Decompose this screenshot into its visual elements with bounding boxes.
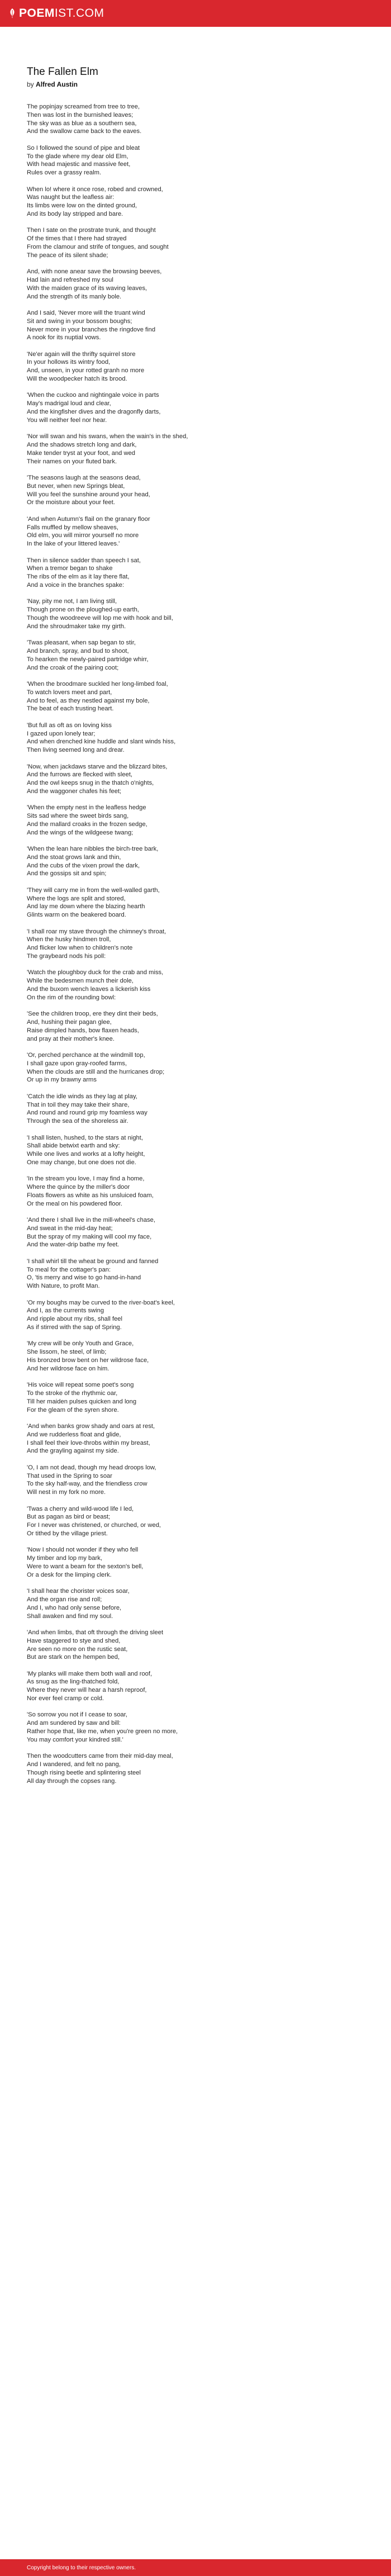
author-link[interactable]: Alfred Austin — [36, 80, 78, 88]
poem-line: 'Or, perched perchance at the windmill top, — [27, 1051, 145, 1059]
stanza — [27, 1505, 373, 1538]
stanza — [27, 1175, 373, 1208]
stanza — [27, 186, 373, 219]
poem-line: And the shroudmaker take my girth. — [27, 623, 126, 630]
poem-line: 'And when banks grow shady and oars at rest, — [27, 1423, 155, 1430]
poem-byline — [27, 80, 373, 88]
poem-line: The ribs of the elm as it lay there flat, — [27, 573, 130, 581]
poem-line: 'Twas a cherry and wild-wood life I led, — [27, 1505, 134, 1512]
poem-line: And its body lay stripped and bare. — [27, 210, 123, 217]
poem-line: All day through the copses rang. — [27, 1777, 117, 1785]
poem-line: Old elm, you will mirror yourself no more — [27, 532, 139, 539]
poem-line: 'Nor will swan and his swans, when the wain's in the shed, — [27, 433, 188, 440]
poem-line: And a voice in the branches spake: — [27, 581, 125, 589]
site-footer — [0, 2559, 391, 2576]
site-header — [0, 0, 391, 27]
stanza — [27, 1587, 373, 1620]
poem-line: Rules over a grassy realm. — [27, 169, 102, 177]
poem-line: May's madrigal loud and clear, — [27, 400, 111, 407]
poem-line: 'Now, when jackdaws starve and the blizzard bites, — [27, 763, 168, 770]
poem-line: While one lives and works at a lofty height, — [27, 1151, 145, 1158]
poem-line: When a tremor began to shake — [27, 565, 113, 572]
poem-line: And I said, 'Never more will the truant wind — [27, 309, 145, 316]
stanza — [27, 639, 373, 672]
logo-text-bold: POEM — [19, 7, 55, 20]
stanza — [27, 1711, 373, 1744]
stanza — [27, 1216, 373, 1249]
poem-line: Or the moisture about your feet. — [27, 499, 115, 506]
poem-line: And, unseen, in your rotted granh no more — [27, 367, 145, 374]
poem-line: For I never was christened, or churched, or wed, — [27, 1522, 161, 1529]
poem-line: With Nature, to profit Man. — [27, 1283, 100, 1290]
poem-line: 'And there I shall live in the mill-wheel's chase, — [27, 1217, 155, 1224]
poem-line: To the glade where my dear old Elm, — [27, 153, 128, 160]
stanza — [27, 1051, 373, 1084]
poem-line: Never more in your branches the ringdove find — [27, 326, 156, 333]
poem-line: Will the woodpecker hatch its brood. — [27, 376, 127, 383]
poem-line: And we rudderless float and glide, — [27, 1431, 121, 1438]
poem-line: Though prone on the ploughed-up earth, — [27, 606, 139, 614]
poem-line: Of the times that I there had strayed — [27, 235, 127, 243]
poem-line: And the kingfisher dives and the dragonfly darts, — [27, 409, 161, 416]
stanza — [27, 391, 373, 424]
poem-line: And the gossips sit and spin; — [27, 870, 107, 877]
stanza — [27, 928, 373, 961]
poem-line: And the strength of its manly bole. — [27, 293, 122, 300]
poem-line: For the gleam of the syren shore. — [27, 1406, 119, 1413]
stanza — [27, 804, 373, 837]
poem-line: 'Twas pleasant, when sap began to stir, — [27, 639, 136, 647]
stanza — [27, 268, 373, 301]
poem-line: And, with none anear save the browsing beeves, — [27, 268, 162, 276]
poem-line: 'Or my boughs may be curved to the river-boat's keel, — [27, 1299, 175, 1306]
poem-line: And the grayling against my side. — [27, 1448, 119, 1455]
poem-line: Shall abide betwixt earth and sky: — [27, 1142, 120, 1150]
poem-line: And I wandered, and felt no pang, — [27, 1761, 121, 1768]
poem-line: And when drenched kine huddle and slant winds hiss, — [27, 738, 176, 746]
poem-line: And the water-drip bathe my feet. — [27, 1241, 120, 1249]
stanza — [27, 597, 373, 630]
poem-line: In the lake of your littered leaves.' — [27, 540, 120, 548]
stanza — [27, 886, 373, 919]
poem-line: Where the logs are split and stored, — [27, 895, 126, 902]
poem-line: And am sundered by saw and bill: — [27, 1720, 121, 1727]
poem-line: Or up in my brawny arms — [27, 1076, 97, 1084]
poem-line: And the waggoner chafes his feet; — [27, 787, 122, 795]
poem-line: To hearken the newly-paired partridge whirr, — [27, 656, 149, 663]
stanza — [27, 1629, 373, 1662]
poem-line: Sits sad where the sweet birds sang, — [27, 813, 129, 820]
poem-line: Rather hope that, like me, when you're green no more, — [27, 1728, 178, 1735]
poem-line: 'When the lean hare nibbles the birch-tree bark, — [27, 846, 159, 853]
poem-line: Or tithed by the village priest. — [27, 1530, 108, 1537]
poem-line: 'They will carry me in from the well-walled garth, — [27, 886, 160, 894]
poem-line: 'I shall whirl till the wheat be ground and fanned — [27, 1258, 159, 1265]
poem-line: And I, who had only sense before, — [27, 1604, 122, 1611]
poem-line: His bronzed brow bent on her wildrose face, — [27, 1357, 149, 1364]
poem-line: In your hollows its wintry food, — [27, 359, 111, 366]
stanza — [27, 1422, 373, 1455]
poem-line: Then I sate on the prostrate trunk, and thought — [27, 227, 156, 234]
poem-line: And flicker low when to children's note — [27, 945, 133, 952]
poem-line: 'See the children troop, ere they dint their beds, — [27, 1011, 158, 1018]
stanza — [27, 309, 373, 342]
poem-line: And sweat in the mid-day heat; — [27, 1225, 113, 1232]
poem-line: To meal for the cottager's pan: — [27, 1266, 111, 1273]
poem-content — [0, 27, 373, 1785]
poem-line: 'Watch the ploughboy duck for the crab and miss, — [27, 969, 164, 976]
poem-line: Have staggered to stye and shed, — [27, 1637, 121, 1644]
poem-line: 'When the empty nest in the leafless hedge — [27, 804, 146, 812]
poem-line: And the croak of the pairing coot; — [27, 664, 119, 671]
poem-line: That in toil they may take their share, — [27, 1101, 130, 1108]
poem-line: Where they never will hear a harsh reproof, — [27, 1687, 147, 1694]
poem-line: To watch lovers meet and part, — [27, 689, 112, 696]
poem-line: Floats flowers as white as his unsluiced foam, — [27, 1192, 154, 1199]
poem-line: I gazed upon lonely tear; — [27, 730, 96, 737]
poem-line: From the clamour and strife of tongues, and sought — [27, 243, 169, 250]
poem-line: When the clouds are still and the hurricanes drop; — [27, 1068, 165, 1075]
poem-line: 'But full as oft as on loving kiss — [27, 722, 112, 729]
poem-line: And the furrows are flecked with sleet, — [27, 771, 133, 779]
poem-line: Shall awaken and find my soul. — [27, 1612, 113, 1620]
poem-line: And the buxom wench leaves a lickerish kiss — [27, 986, 151, 993]
poem-line: And to feel, as they nestled against my bole, — [27, 697, 150, 704]
poem-line: As if stirred with the sap of Spring. — [27, 1324, 122, 1331]
poem-line: 'Now I should not wonder if they who fell — [27, 1546, 139, 1554]
poem-line: But never, when new Springs bleat, — [27, 482, 125, 490]
poem-line: 'When the broodmare suckled her long-limbed foal, — [27, 680, 168, 687]
copyright-text: Copyright belong to their respective owners. — [27, 2564, 136, 2571]
poem-line: When the husky hindmen troll, — [27, 936, 111, 943]
by-label: by — [27, 80, 34, 88]
stanza — [27, 144, 373, 177]
poem-line: Make tender tryst at your foot, and wed — [27, 449, 136, 457]
poem-line: 'Catch the idle winds as they lag at play, — [27, 1093, 137, 1100]
stanza — [27, 1670, 373, 1703]
poem-line: Were to want a beam for the sexton's bell, — [27, 1563, 144, 1570]
stanza — [27, 1299, 373, 1332]
poem-line: But the spray of my making will cool my face, — [27, 1233, 152, 1240]
stanza — [27, 433, 373, 466]
poem-line: And the shadows stretch long and dark, — [27, 442, 137, 449]
poem-line: Through the sea of the shoreless air. — [27, 1118, 128, 1125]
poem-line: To the sky half-way, and the friendless crow — [27, 1481, 147, 1488]
poem-line: When lo! where it once rose, robed and crowned, — [27, 186, 163, 193]
poem-line: So I followed the sound of pipe and bleat — [27, 144, 140, 151]
poem-line: And the mallard croaks in the frozen sedge, — [27, 820, 147, 828]
poem-line: Then was lost in the burnished leaves; — [27, 111, 133, 118]
poem-line: The popinjay screamed from tree to tree, — [27, 103, 140, 110]
poem-line: A nook for its nuptial vows. — [27, 334, 101, 341]
stanza — [27, 350, 373, 383]
poem-line: Or a desk for the limping clerk. — [27, 1571, 112, 1578]
quill-icon — [8, 8, 17, 19]
stanza — [27, 557, 373, 590]
poem-line: You may comfort your kindred still.' — [27, 1736, 123, 1743]
stanza — [27, 1340, 373, 1373]
poem-line: With the maiden grace of its waving leaves, — [27, 284, 147, 292]
poem-line: 'O, I am not dead, though my head droops low, — [27, 1464, 156, 1471]
poem-line: And her wildrose face on him. — [27, 1365, 109, 1372]
poem-body — [27, 103, 373, 1785]
poem-line: The sky was as blue as a southern sea, — [27, 120, 137, 127]
poem-title: The Fallen Elm — [27, 66, 98, 78]
stanza — [27, 1010, 373, 1043]
poem-line: And the organ rise and roll; — [27, 1596, 102, 1603]
poem-line: Falls muffled by mellow sheaves, — [27, 524, 118, 531]
poem-line: Had lain and refreshed my soul — [27, 276, 113, 283]
poem-line: Then the woodcutters came from their mid-day meal, — [27, 1753, 173, 1760]
poem-line: And, hushing their pagan glee, — [27, 1018, 112, 1026]
stanza — [27, 226, 373, 259]
poem-line: Raise dimpled hands, bow flaxen heads, — [27, 1027, 139, 1034]
stanza — [27, 1546, 373, 1579]
stanza — [27, 1093, 373, 1126]
stanza — [27, 103, 373, 136]
poem-line: Nor ever feel cramp or cold. — [27, 1695, 104, 1702]
poem-line: 'My planks will make them both wall and roof, — [27, 1670, 152, 1677]
stanza — [27, 722, 373, 755]
poem-line: Will you feel the sunshine around your head, — [27, 491, 150, 498]
poem-line: 'My crew will be only Youth and Grace, — [27, 1340, 134, 1348]
poem-line: And round and round grip my foamless way — [27, 1109, 147, 1117]
poem-line: One may change, but one does not die. — [27, 1159, 136, 1166]
poem-line: Glints warm on the beakered board. — [27, 912, 126, 919]
stanza — [27, 474, 373, 507]
poem-line: And the cubs of the vixen prowl the dark, — [27, 862, 140, 869]
poem-line: Then living seemed long and drear. — [27, 747, 125, 754]
poem-line: That used in the Spring to soar — [27, 1472, 112, 1479]
poem-line: And I, as the currents swing — [27, 1307, 104, 1315]
poem-line: 'I shall hear the chorister voices soar, — [27, 1588, 130, 1595]
poem-line: And ripple about my ribs, shall feel — [27, 1316, 123, 1323]
poem-line: And the wings of the wildgeese twang; — [27, 829, 133, 836]
poem-line: The graybeard nods his poll: — [27, 953, 106, 960]
poem-line: Will nest in my fork no more. — [27, 1489, 106, 1496]
stanza — [27, 515, 373, 548]
stanza — [27, 680, 373, 713]
poem-line: Till her maiden pulses quicken and long — [27, 1398, 137, 1405]
poem-line: The beat of each trusting heart. — [27, 705, 114, 713]
stanza — [27, 1752, 373, 1785]
poem-line: 'So sorrow you not if I cease to soar, — [27, 1711, 127, 1719]
poem-line: and pray at their mother's knee. — [27, 1035, 115, 1042]
poem-line: With head majestic and massive feet, — [27, 161, 131, 168]
poem-line: 'I shall listen, hushed, to the stars at night, — [27, 1134, 143, 1141]
poem-line: Or the meal on his powdered floor. — [27, 1200, 123, 1207]
poem-line: You will neither feel nor hear. — [27, 416, 107, 424]
stanza — [27, 1258, 373, 1291]
poem-line: On the rim of the rounding bowl: — [27, 994, 116, 1001]
stanza — [27, 845, 373, 878]
stanza — [27, 1381, 373, 1414]
poem-line: While the bedesmen munch their dole, — [27, 978, 133, 985]
poem-line: 'His voice will repeat some poet's song — [27, 1382, 134, 1389]
poem-line: But are stark on the hempen bed, — [27, 1654, 120, 1661]
site-logo[interactable] — [8, 7, 104, 20]
stanza — [27, 1464, 373, 1497]
poem-line: I shall feel their love-throbs within my breast, — [27, 1439, 150, 1446]
poem-line: And lay me down where the blazing hearth — [27, 903, 145, 910]
poem-line: As snug as the ling-thatched fold, — [27, 1678, 120, 1686]
poem-line: She lissom, he steel, of limb; — [27, 1349, 107, 1356]
poem-line: 'Nay, pity me not, I am living still, — [27, 598, 117, 605]
poem-line: Was naught but the leafless air: — [27, 194, 115, 201]
poem-line: But as pagan as bird or beast; — [27, 1514, 111, 1521]
poem-line: Its limbs were low on the dinted ground, — [27, 202, 137, 210]
poem-line: I shall gaze upon gray-roofed farms, — [27, 1060, 127, 1067]
poem-line: The peace of its silent shade; — [27, 252, 108, 259]
poem-line: Where the quince by the miller's door — [27, 1184, 130, 1191]
poem-line: 'Ne'er again will the thrifty squirrel store — [27, 350, 136, 358]
poem-line: 'I shall roar my stave through the chimney's throat, — [27, 928, 166, 935]
poem-line: 'And when Autumn's flail on the granary floor — [27, 515, 150, 523]
poem-line: Though rising beetle and splintering steel — [27, 1769, 141, 1776]
poem-line: 'And when limbs, that oft through the driving sleet — [27, 1629, 164, 1636]
poem-line: 'In the stream you love, I may find a home, — [27, 1175, 145, 1183]
poem-line: And branch, spray, and bud to shoot, — [27, 647, 129, 654]
poem-line: And the swallow came back to the eaves. — [27, 128, 142, 135]
poem-line: Then in silence sadder than speech I sat, — [27, 557, 141, 564]
poem-line: And the stoat grows lank and thin, — [27, 853, 121, 861]
logo-text-rest: IST.COM — [54, 7, 104, 20]
stanza — [27, 1134, 373, 1167]
stanza — [27, 763, 373, 796]
stanza — [27, 969, 373, 1002]
poem-line: To the stroke of the rhythmic oar, — [27, 1390, 118, 1397]
poem-line: Are seen no more on the rustic seat, — [27, 1645, 128, 1653]
poem-line: Though the woodreeve will lop me with hook and bill, — [27, 614, 173, 622]
poem-line: Their names on your fluted bark. — [27, 458, 117, 465]
poem-line: 'When the cuckoo and nightingale voice in parts — [27, 392, 159, 399]
poem-line: Sit and swing in your bossom boughs; — [27, 317, 132, 325]
poem-line: My timber and lop my bark, — [27, 1555, 102, 1562]
poem-line: And the owl keeps snug in the thatch o'nights, — [27, 780, 154, 787]
poem-line: O, 'tis merry and wise to go hand-in-hand — [27, 1274, 141, 1282]
poem-line: 'The seasons laugh at the seasons dead, — [27, 475, 141, 482]
